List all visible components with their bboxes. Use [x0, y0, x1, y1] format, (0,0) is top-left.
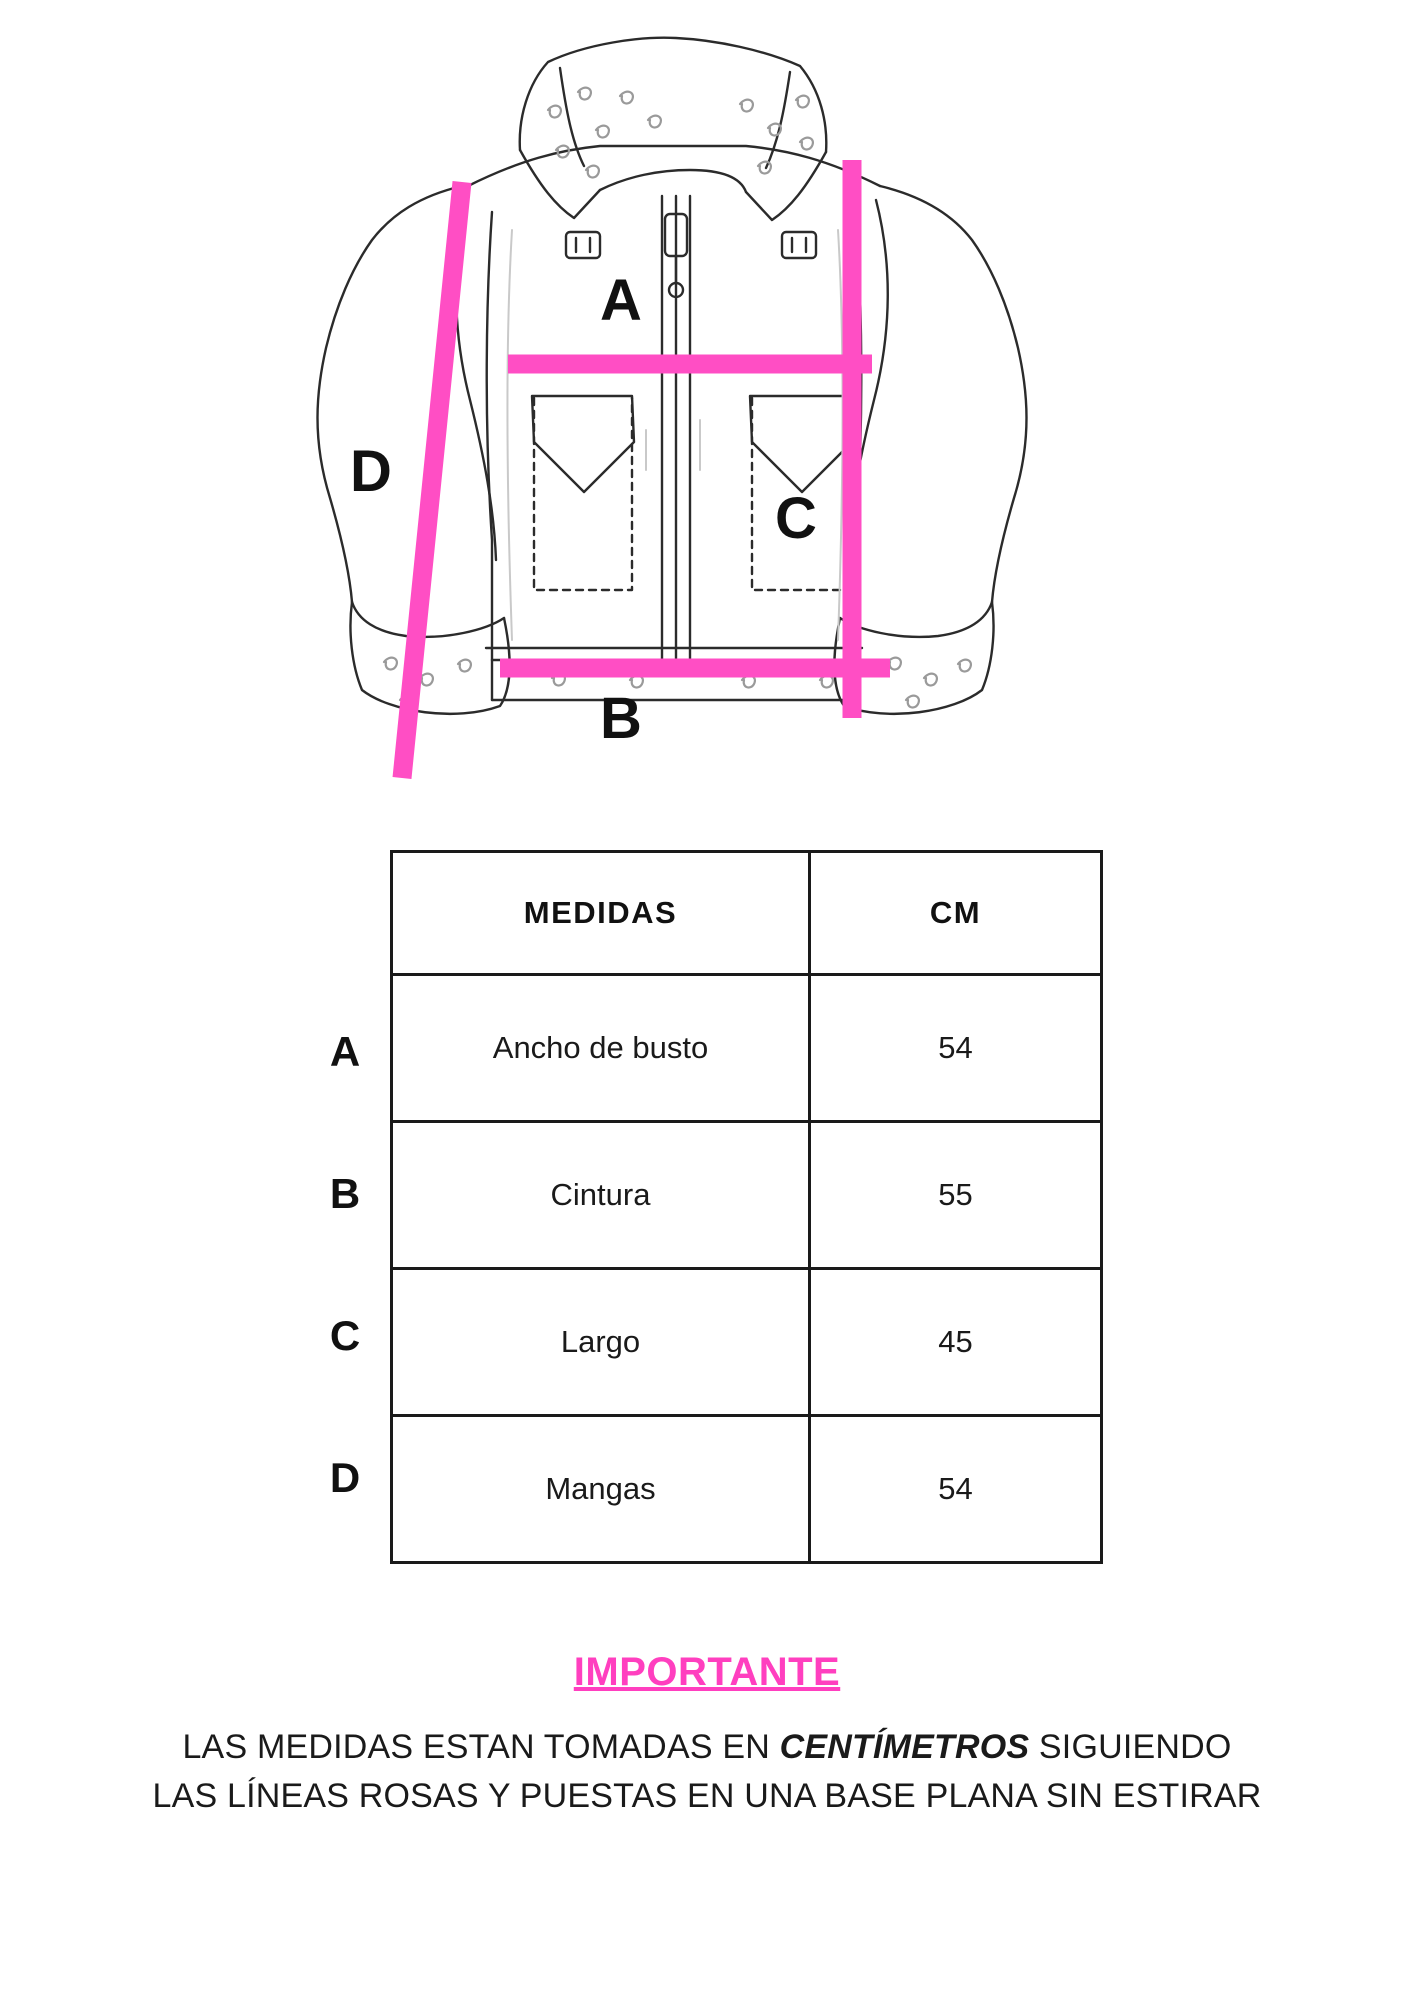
header-medidas: MEDIDAS [392, 852, 810, 975]
measurements-table [390, 850, 1103, 1564]
measure-cm-c: 45 [810, 1269, 1102, 1416]
table-row [392, 1269, 1102, 1416]
measure-name-a: Ancho de busto [392, 975, 810, 1122]
note-line-1-emphasis: CENTÍMETROS [779, 1728, 1030, 1766]
jacket-technical-drawing-icon [0, 0, 1414, 840]
note-line-2: LAS LÍNEAS ROSAS Y PUESTAS EN UNA BASE PLANA SIN ESTIRAR [152, 1777, 1262, 1816]
marker-label-b: B [600, 686, 643, 751]
measure-name-d: Mangas [392, 1416, 810, 1563]
marker-label-c: C [775, 486, 818, 551]
note-line-1 [0, 1723, 1414, 1772]
table-row [392, 1122, 1102, 1269]
measure-cm-a: 54 [810, 975, 1102, 1122]
table-row [392, 1416, 1102, 1563]
important-title: IMPORTANTE [573, 1650, 841, 1694]
marker-label-a: A [600, 268, 643, 333]
jacket-illustration [0, 0, 1414, 840]
measure-name-b: Cintura [392, 1122, 810, 1269]
row-letter-c: C [329, 1312, 361, 1359]
measure-cm-d: 54 [810, 1416, 1102, 1563]
note-line-1-before: LAS MEDIDAS ESTAN TOMADAS EN [182, 1728, 780, 1766]
table-row [392, 975, 1102, 1122]
row-letter-d: D [329, 1454, 361, 1501]
table-header-row [392, 852, 1102, 975]
size-table-section [0, 850, 1414, 1550]
header-cm: CM [810, 852, 1102, 975]
measure-name-c: Largo [392, 1269, 810, 1416]
measure-cm-b: 55 [810, 1122, 1102, 1269]
important-note [0, 1650, 1414, 1822]
note-line-1-after: SIGUIENDO [1029, 1728, 1232, 1766]
marker-label-d: D [350, 439, 393, 504]
row-letter-b: B [329, 1170, 361, 1217]
row-letter-a: A [329, 1028, 361, 1075]
